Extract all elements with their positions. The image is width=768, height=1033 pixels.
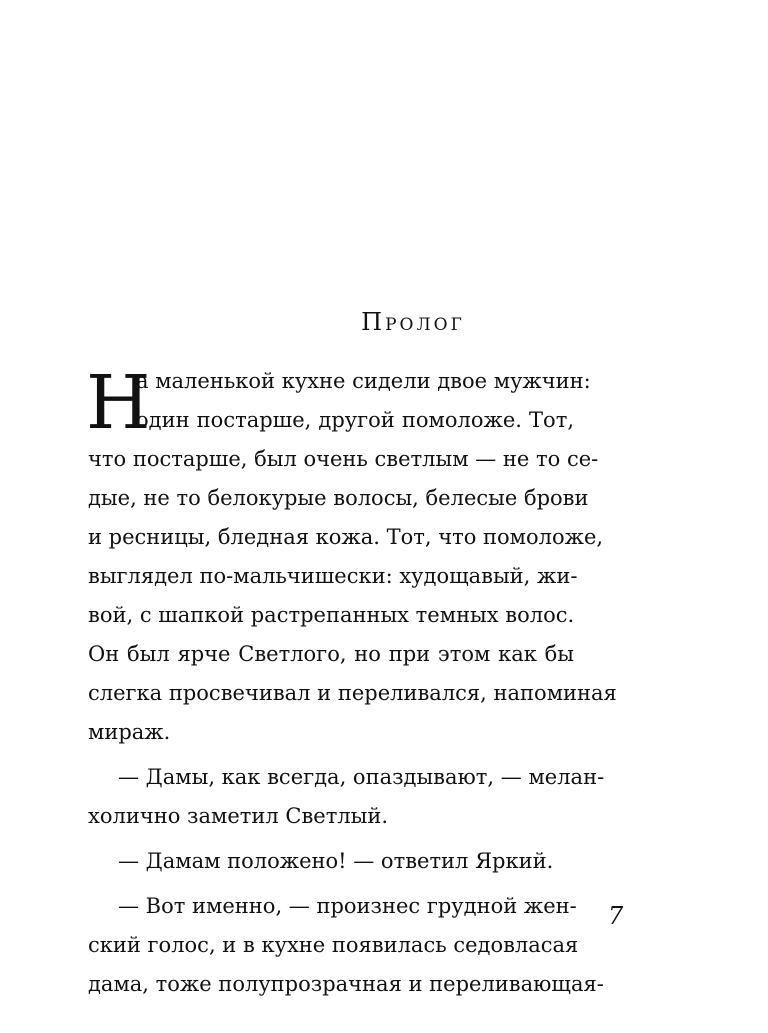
text-line: ский голос, и в кухне появилась седовласая — [88, 933, 579, 957]
text-line: — Вот именно, — произнес грудной жен- — [118, 894, 577, 918]
text-line: дама, тоже полупрозрачная и переливающая- — [88, 972, 604, 996]
text-line: слегка просвечивал и переливался, напоминая — [88, 681, 617, 705]
page-number: 7 — [608, 902, 624, 930]
text-line: — Дамы, как всегда, опаздывают, — мелан- — [118, 765, 605, 789]
text-line: Он был ярче Светлого, но при этом как бы — [88, 642, 574, 666]
text-line: вой, с шапкой растрепанных темных волос. — [88, 603, 575, 627]
text-line: холично заметил Светлый. — [88, 804, 389, 828]
paragraph — [88, 887, 604, 1004]
text-line: мираж. — [88, 720, 171, 744]
text-line: — Дамам положено! — ответил Яркий. — [118, 849, 554, 873]
text-line: выглядел по-мальчишески: худощавый, жи- — [88, 564, 578, 588]
text-line: и ресницы, бледная кожа. Тот, что помоложе, — [88, 525, 604, 549]
paragraph — [88, 842, 574, 881]
chapter-title: Пролог — [361, 308, 465, 336]
paragraph — [88, 758, 605, 836]
body-text — [86, 360, 617, 1004]
text-line: что постарше, был очень светлым — не то се- — [88, 447, 599, 471]
paragraph — [86, 360, 617, 752]
line-text: а маленькой кухне сидели двое мужчин: — [136, 369, 591, 393]
text-line: дые, не то белокурые волосы, белесые брови — [88, 486, 589, 510]
drop-cap: Н — [86, 360, 151, 446]
text-line: один постарше, другой помоложе. Тот, — [136, 408, 574, 432]
